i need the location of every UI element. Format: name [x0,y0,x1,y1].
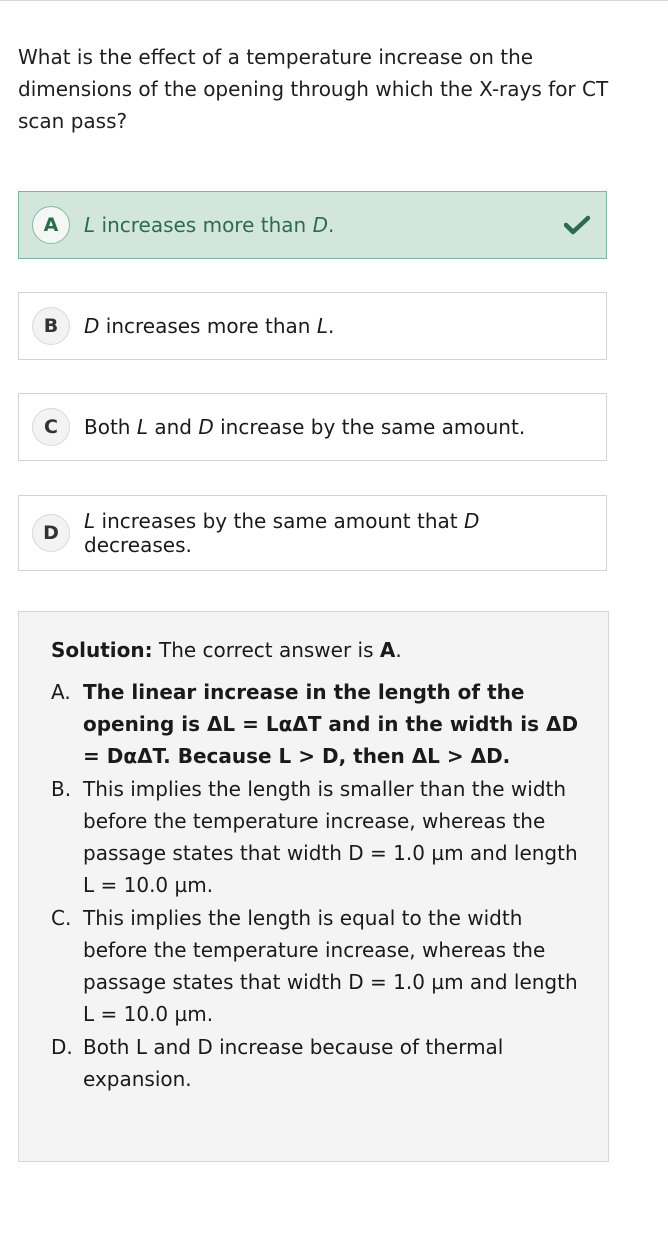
explanation-c [51,902,581,1030]
explanation-d [51,1031,581,1095]
checkmark-icon [564,215,590,235]
choice-letter-badge: D [32,514,70,552]
var-d: D [463,509,480,533]
text: Both [84,415,137,439]
explanation-letter: B. [51,777,72,801]
var-d: D [312,213,328,237]
choice-letter-badge: C [32,408,70,446]
var-l: L [84,509,96,533]
solution-intro: The correct answer is [152,638,380,662]
text: increases more than [95,213,313,237]
explanation-text: The linear increase in the length of the opening is ΔL = LαΔT and in the width is ΔD = DαΔT. Because L > D, then ΔL > ΔD. [83,680,579,768]
explanation-b [51,773,581,901]
text: increases by the same amount that [95,509,464,533]
var-l: L [136,415,148,439]
var-l: L [316,314,328,338]
explanation-letter: D. [51,1035,73,1059]
question-text: What is the effect of a temperature increase on the dimensions of the opening through which the X-rays for CT scan pass? [18,45,609,133]
text: increase by the same amount. [213,415,526,439]
var-d: D [198,415,214,439]
text: decreases. [84,533,192,557]
top-divider [0,0,668,1]
var-d: D [84,314,100,338]
choice-text [84,509,524,557]
explanation-a [51,676,581,772]
explanation-letter: A. [51,680,71,704]
solution-explanations [51,676,581,1096]
choice-letter-badge: B [32,307,70,345]
solution-header [51,636,402,664]
choice-c[interactable] [18,393,607,461]
text: . [395,638,402,662]
text: . [327,213,335,237]
explanation-text: This implies the length is equal to the width before the temperature increase, whereas the passage states that width D = 1.0 µm and length L = 10.0 µm. [83,906,578,1026]
choice-a[interactable] [18,191,607,259]
solution-answer: A [379,638,396,662]
choice-text [84,314,606,338]
choice-text [84,213,564,237]
explanation-text: This implies the length is smaller than the width before the temperature increase, whereas the passage states that width D = 1.0 µm and length L = 10.0 µm. [83,777,578,897]
choice-letter-badge: A [32,206,70,244]
explanation-letter: C. [51,906,72,930]
solution-label: Solution: [51,638,153,662]
choice-b[interactable] [18,292,607,360]
choice-d[interactable] [18,495,607,571]
text: and [148,415,199,439]
choice-text [84,415,606,439]
var-l: L [84,213,96,237]
explanation-text: Both L and D increase because of thermal expansion. [83,1035,504,1091]
text: . [327,314,335,338]
text: increases more than [99,314,317,338]
solution-panel [18,611,609,1162]
